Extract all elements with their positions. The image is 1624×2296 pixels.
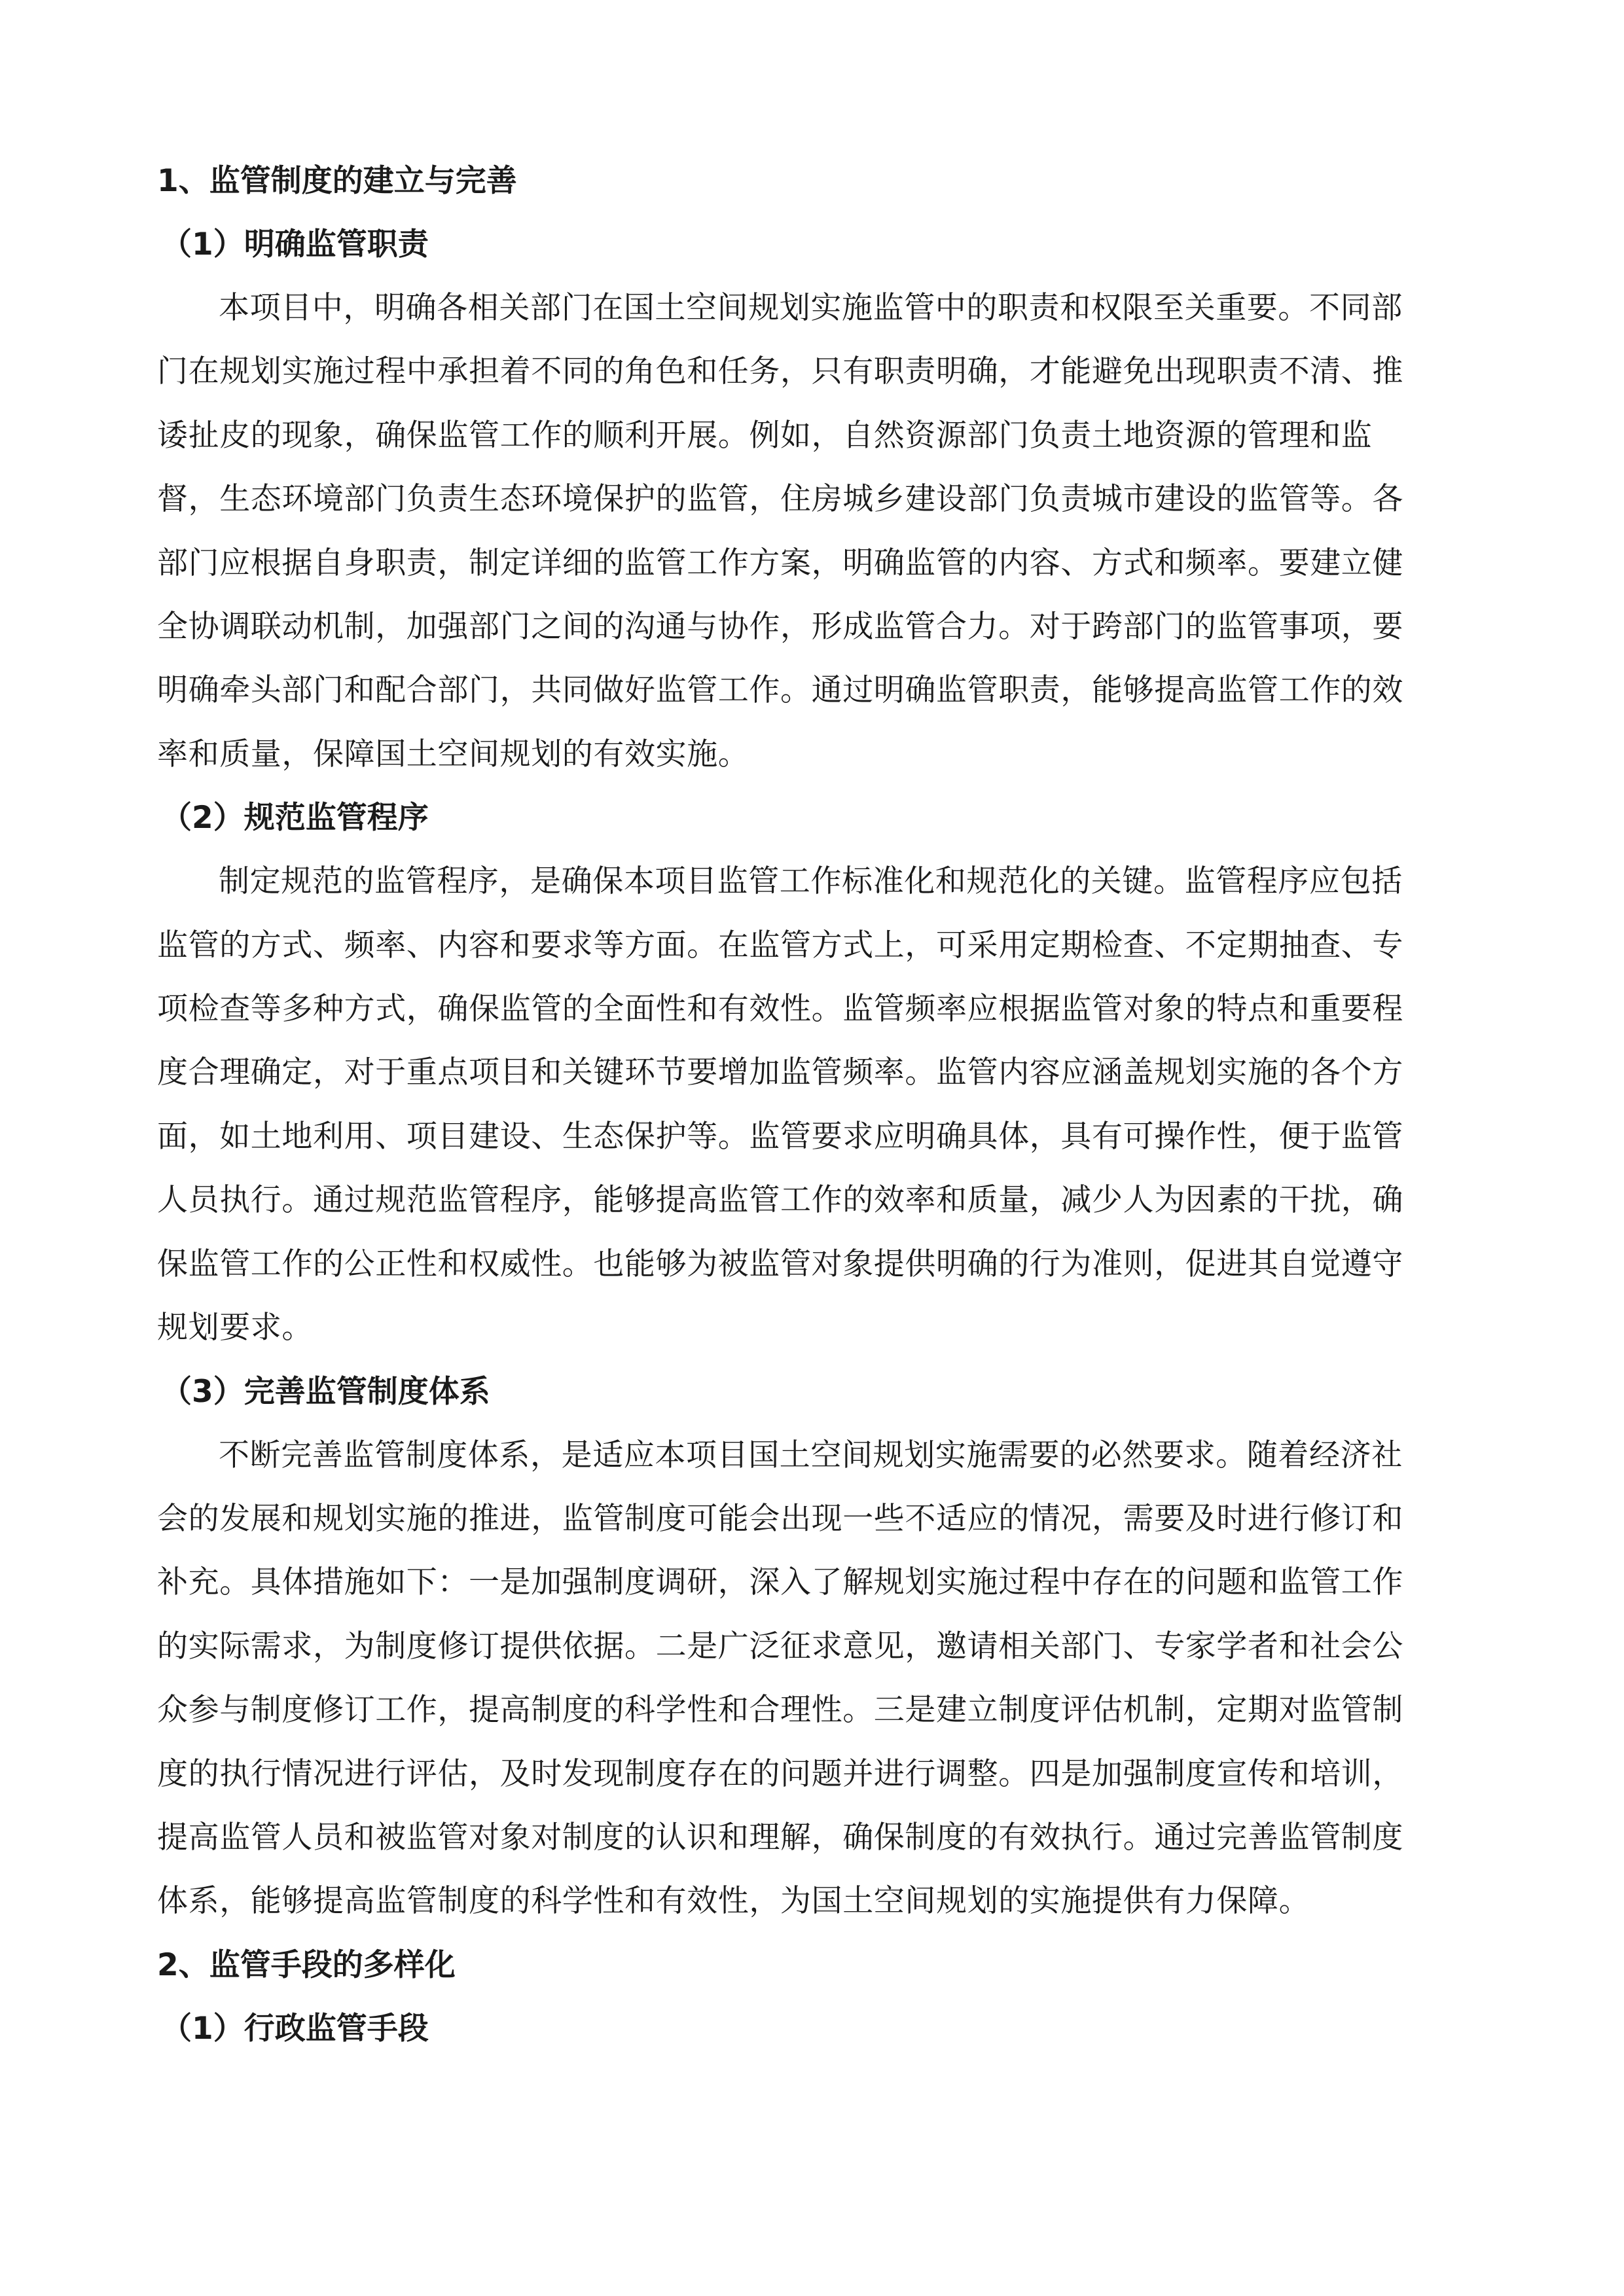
paragraph-line: 度的执行情况进行评估，及时发现制度存在的问题并进行调整。四是加强制度宣传和培训， bbox=[157, 1755, 1403, 1792]
section-heading-1: 1、监管制度的建立与完善 bbox=[157, 163, 517, 199]
paragraph-line: 的实际需求，为制度修订提供依据。二是广泛征求意见，邀请相关部门、专家学者和社会公 bbox=[157, 1628, 1403, 1664]
paragraph-line: 度合理确定，对于重点项目和关键环节要增加监管频率。监管内容应涵盖规划实施的各个方 bbox=[157, 1054, 1403, 1091]
paragraph-line: 众参与制度修订工作，提高制度的科学性和合理性。三是建立制度评估机制，定期对监管制 bbox=[157, 1692, 1403, 1729]
document-body bbox=[157, 149, 1471, 2060]
paragraph-line: 补充。具体措施如下：一是加强制度调研，深入了解规划实施过程中存在的问题和监管工作 bbox=[157, 1564, 1403, 1601]
subsection-heading-1-1: （1）明确监管职责 bbox=[161, 226, 429, 262]
paragraph-line: 明确牵头部门和配合部门，共同做好监管工作。通过明确监管职责，能够提高监管工作的效 bbox=[157, 672, 1403, 709]
paragraph-line: 督，生态环境部门负责生态环境保护的监管，住房城乡建设部门负责城市建设的监管等。各 bbox=[157, 481, 1403, 518]
paragraph-line: 制定规范的监管程序，是确保本项目监管工作标准化和规范化的关键。监管程序应包括 bbox=[219, 863, 1403, 900]
paragraph-line: 保监管工作的公正性和权威性。也能够为被监管对象提供明确的行为准则，促进其自觉遵守 bbox=[157, 1246, 1403, 1282]
paragraph-line: 率和质量，保障国土空间规划的有效实施。 bbox=[157, 736, 749, 772]
paragraph-line: 体系，能够提高监管制度的科学性和有效性，为国土空间规划的实施提供有力保障。 bbox=[157, 1883, 1310, 1920]
paragraph-1 bbox=[157, 276, 1471, 786]
paragraph-line: 诿扯皮的现象，确保监管工作的顺利开展。例如，自然资源部门负责土地资源的管理和监 bbox=[157, 417, 1373, 454]
paragraph-line: 不断完善监管制度体系，是适应本项目国土空间规划实施需要的必然要求。随着经济社 bbox=[219, 1437, 1403, 1473]
paragraph-line: 规划要求。 bbox=[157, 1310, 313, 1346]
subsection-heading-2-1: （1）行政监管手段 bbox=[161, 2010, 429, 2047]
paragraph-line: 人员执行。通过规范监管程序，能够提高监管工作的效率和质量，减少人为因素的干扰，确 bbox=[157, 1182, 1403, 1219]
subsection-heading-1-3: （3）完善监管制度体系 bbox=[161, 1373, 490, 1410]
paragraph-line: 部门应根据自身职责，制定详细的监管工作方案，明确监管的内容、方式和频率。要建立健 bbox=[157, 545, 1403, 581]
paragraph-2 bbox=[157, 850, 1471, 1359]
paragraph-line: 监管的方式、频率、内容和要求等方面。在监管方式上，可采用定期检查、不定期抽查、专 bbox=[157, 927, 1403, 963]
paragraph-3 bbox=[157, 1424, 1471, 1933]
paragraph-line: 本项目中，明确各相关部门在国土空间规划实施监管中的职责和权限至关重要。不同部 bbox=[219, 290, 1403, 326]
paragraph-line: 面，如土地利用、项目建设、生态保护等。监管要求应明确具体，具有可操作性，便于监管 bbox=[157, 1118, 1403, 1155]
paragraph-line: 门在规划实施过程中承担着不同的角色和任务，只有职责明确，才能避免出现职责不清、推 bbox=[157, 353, 1403, 390]
paragraph-line: 项检查等多种方式，确保监管的全面性和有效性。监管频率应根据监管对象的特点和重要程 bbox=[157, 991, 1403, 1028]
paragraph-line: 提高监管人员和被监管对象对制度的认识和理解，确保制度的有效执行。通过完善监管制度 bbox=[157, 1819, 1403, 1856]
section-heading-2: 2、监管手段的多样化 bbox=[157, 1946, 456, 1983]
paragraph-line: 会的发展和规划实施的推进，监管制度可能会出现一些不适应的情况，需要及时进行修订和 bbox=[157, 1500, 1403, 1537]
paragraph-line: 全协调联动机制，加强部门之间的沟通与协作，形成监管合力。对于跨部门的监管事项，要 bbox=[157, 609, 1403, 645]
subsection-heading-1-2: （2）规范监管程序 bbox=[161, 800, 429, 836]
